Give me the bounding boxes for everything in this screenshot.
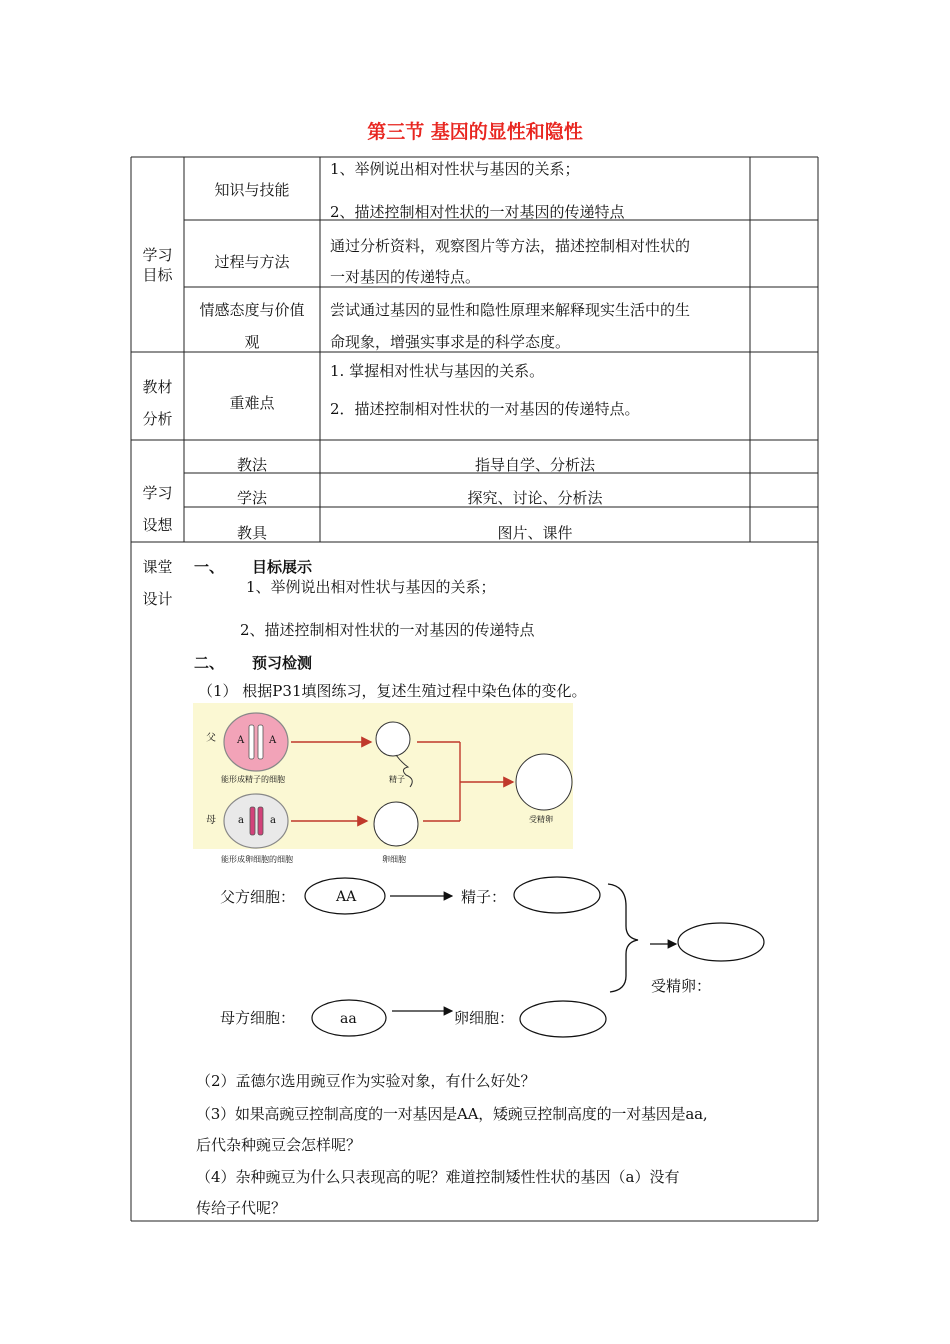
- question-4-line2: 传给子代呢？: [196, 1199, 287, 1217]
- figure-sperm-cell-label: 能形成精子的细胞: [221, 775, 285, 784]
- attitude-line1: 尝试通过基因的显性和隐性原理来解释现实生活中的生: [330, 301, 691, 319]
- learning-method-label: 学法: [236, 489, 267, 507]
- mother-cell-label: 母方细胞：: [220, 1009, 296, 1027]
- objectives-label-line2: 目标: [142, 266, 173, 284]
- reproduction-figure: [193, 703, 573, 864]
- analysis-label-line2: 分析: [142, 410, 173, 428]
- classroom-label-line1: 课堂: [142, 558, 173, 576]
- teaching-method-label: 教法: [236, 456, 267, 474]
- figure-allele-a-right: a: [270, 815, 276, 826]
- teaching-tools-value: 图片、课件: [497, 524, 573, 542]
- classroom-label-line2: 设计: [142, 590, 173, 608]
- fill-in-diagram: [180, 870, 800, 1050]
- goal-2: 2、描述控制相对性状的一对基因的传递特点: [240, 621, 535, 639]
- zygote-label: 受精卵：: [651, 977, 712, 995]
- knowledge-label: 知识与技能: [214, 181, 290, 199]
- question-2: （2）孟德尔选用豌豆作为实验对象，有什么好处？: [196, 1072, 536, 1090]
- section2-title: 预习检测: [252, 654, 313, 672]
- figure-sperm-label: 精子: [389, 775, 405, 784]
- section1-number: 一、: [194, 558, 225, 576]
- design-label-line1: 学习: [142, 484, 173, 502]
- sperm-label: 精子：: [461, 888, 507, 906]
- father-cell-label: 父方细胞：: [220, 888, 296, 906]
- figure-egg-label: 卵细胞: [382, 855, 406, 864]
- key-point-2: 2．描述控制相对性状的一对基因的传递特点。: [330, 400, 640, 418]
- figure-mother-label: 母: [206, 815, 216, 826]
- design-label-line2: 设想: [142, 516, 173, 534]
- question-3-line2: 后代杂种豌豆会怎样呢？: [196, 1136, 362, 1154]
- page-title: 第三节 基因的显性和隐性: [367, 121, 583, 143]
- question-4-line1: （4）杂种豌豆为什么只表现高的呢？难道控制矮性性状的基因（a）没有: [196, 1168, 680, 1186]
- attitude-label-line1: 情感态度与价值: [199, 301, 305, 319]
- father-genes: AA: [336, 889, 357, 905]
- figure-allele-a-left: a: [238, 815, 244, 826]
- teaching-tools-label: 教具: [236, 524, 267, 542]
- goal-1: 1、举例说出相对性状与基因的关系；: [246, 578, 496, 596]
- key-points-label: 重难点: [229, 394, 275, 412]
- analysis-label-line1: 教材: [142, 378, 173, 396]
- figure-father-label: 父: [206, 733, 216, 744]
- figure-egg-cell-label: 能形成卵细胞的细胞: [221, 855, 293, 864]
- mother-genes: aa: [340, 1011, 357, 1027]
- attitude-line2: 命现象，增强实事求是的科学态度。: [330, 333, 571, 351]
- process-line1: 通过分析资料，观察图片等方法，描述控制相对性状的: [330, 237, 691, 255]
- figure-allele-A-left: A: [237, 735, 245, 746]
- egg-label: 卵细胞：: [454, 1009, 515, 1027]
- knowledge-line2: 2、描述控制相对性状的一对基因的传递特点: [330, 203, 625, 221]
- question-3-line1: （3）如果高豌豆控制高度的一对基因是AA，矮豌豆控制高度的一对基因是aa,: [196, 1105, 708, 1123]
- section2-number: 二、: [194, 654, 225, 672]
- key-point-1: 1. 掌握相对性状与基因的关系。: [330, 362, 545, 380]
- process-line2: 一对基因的传递特点。: [330, 268, 481, 286]
- attitude-label-line2: 观: [244, 333, 260, 351]
- figure-allele-A-right: A: [269, 735, 277, 746]
- knowledge-line1: 1、举例说出相对性状与基因的关系；: [330, 160, 580, 178]
- teaching-method-value: 指导自学、分析法: [474, 456, 595, 474]
- figure-zygote-label: 受精卵: [529, 815, 553, 824]
- section1-title: 目标展示: [252, 558, 313, 576]
- question-1: （1） 根据P31填图练习，复述生殖过程中染色体的变化。: [198, 682, 587, 700]
- process-label: 过程与方法: [214, 253, 290, 271]
- learning-method-value: 探究、讨论、分析法: [467, 489, 603, 507]
- objectives-label-line1: 学习: [142, 246, 173, 264]
